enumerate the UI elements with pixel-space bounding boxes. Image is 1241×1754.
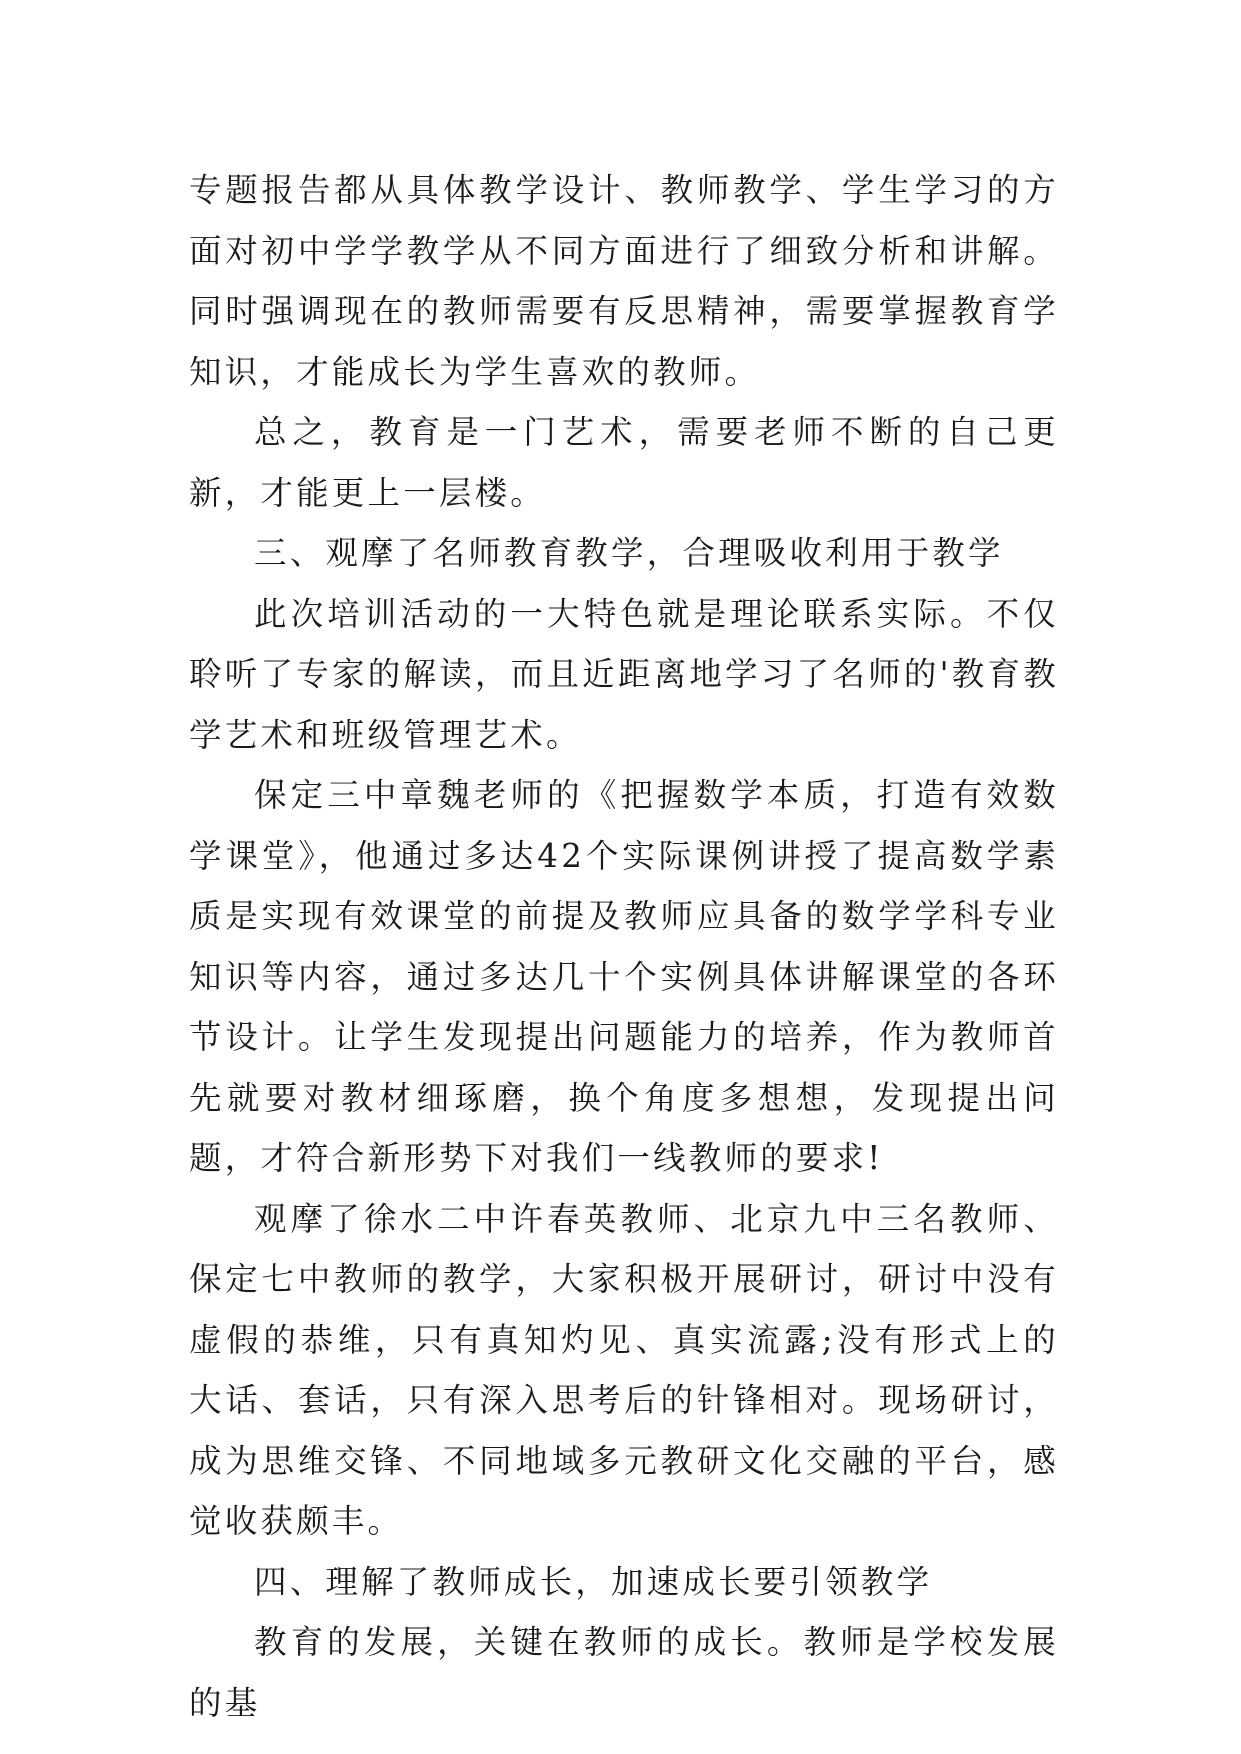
- paragraph-education-development: 教育的发展，关键在教师的成长。教师是学校发展的基: [189, 1623, 1059, 1722]
- paragraph-summary: 总之，教育是一门艺术，需要老师不断的自己更新，才能更上一层楼。: [189, 413, 1059, 512]
- section-heading-four: 四、理解了教师成长，加速成长要引领教学: [254, 1562, 933, 1601]
- section-heading-three: 三、观摩了名师教育教学，合理吸收利用于教学: [254, 534, 1004, 572]
- paragraph-continued-report: 专题报告都从具体教学设计、教师教学、学生学习的方面对初中学学教学从不同方面进行了细致分析和讲解。同时强调现在的教师需要有反思精神，需要掌握教育学知识，才能成长为学生喜欢的教师。: [189, 171, 1059, 391]
- paragraph-observation: 观摩了徐水二中许春英教师、北京九中三名教师、保定七中教师的教学，大家积极开展研讨，研讨中没有虚假的恭维，只有真知灼见、真实流露;没有形式上的大话、套话，只有深入思考后的针锋相对。现场研讨，成为思维交锋、不同地域多元教研文化交融的平台，感觉收获颇丰。: [189, 1199, 1059, 1540]
- document-body: [189, 160, 1059, 1733]
- paragraph-training-feature: 此次培训活动的一大特色就是理论联系实际。不仅聆听了专家的解读，而且近距离地学习了名师的'教育教学艺术和班级管理艺术。: [189, 594, 1059, 754]
- paragraph-teacher-zhang-wei: 保定三中章魏老师的《把握数学本质，打造有效数学课堂》，他通过多达42个实际课例讲授了提高数学素质是实现有效课堂的前提及教师应具备的数学学科专业知识等内容，通过多达几十个实例具体讲解课堂的各环节设计。让学生发现提出问题能力的培养，作为教师首先就要对教材细琢磨，换个角度多想想，发现提出问题，才符合新形势下对我们一线教师的要求!: [189, 776, 1059, 1177]
